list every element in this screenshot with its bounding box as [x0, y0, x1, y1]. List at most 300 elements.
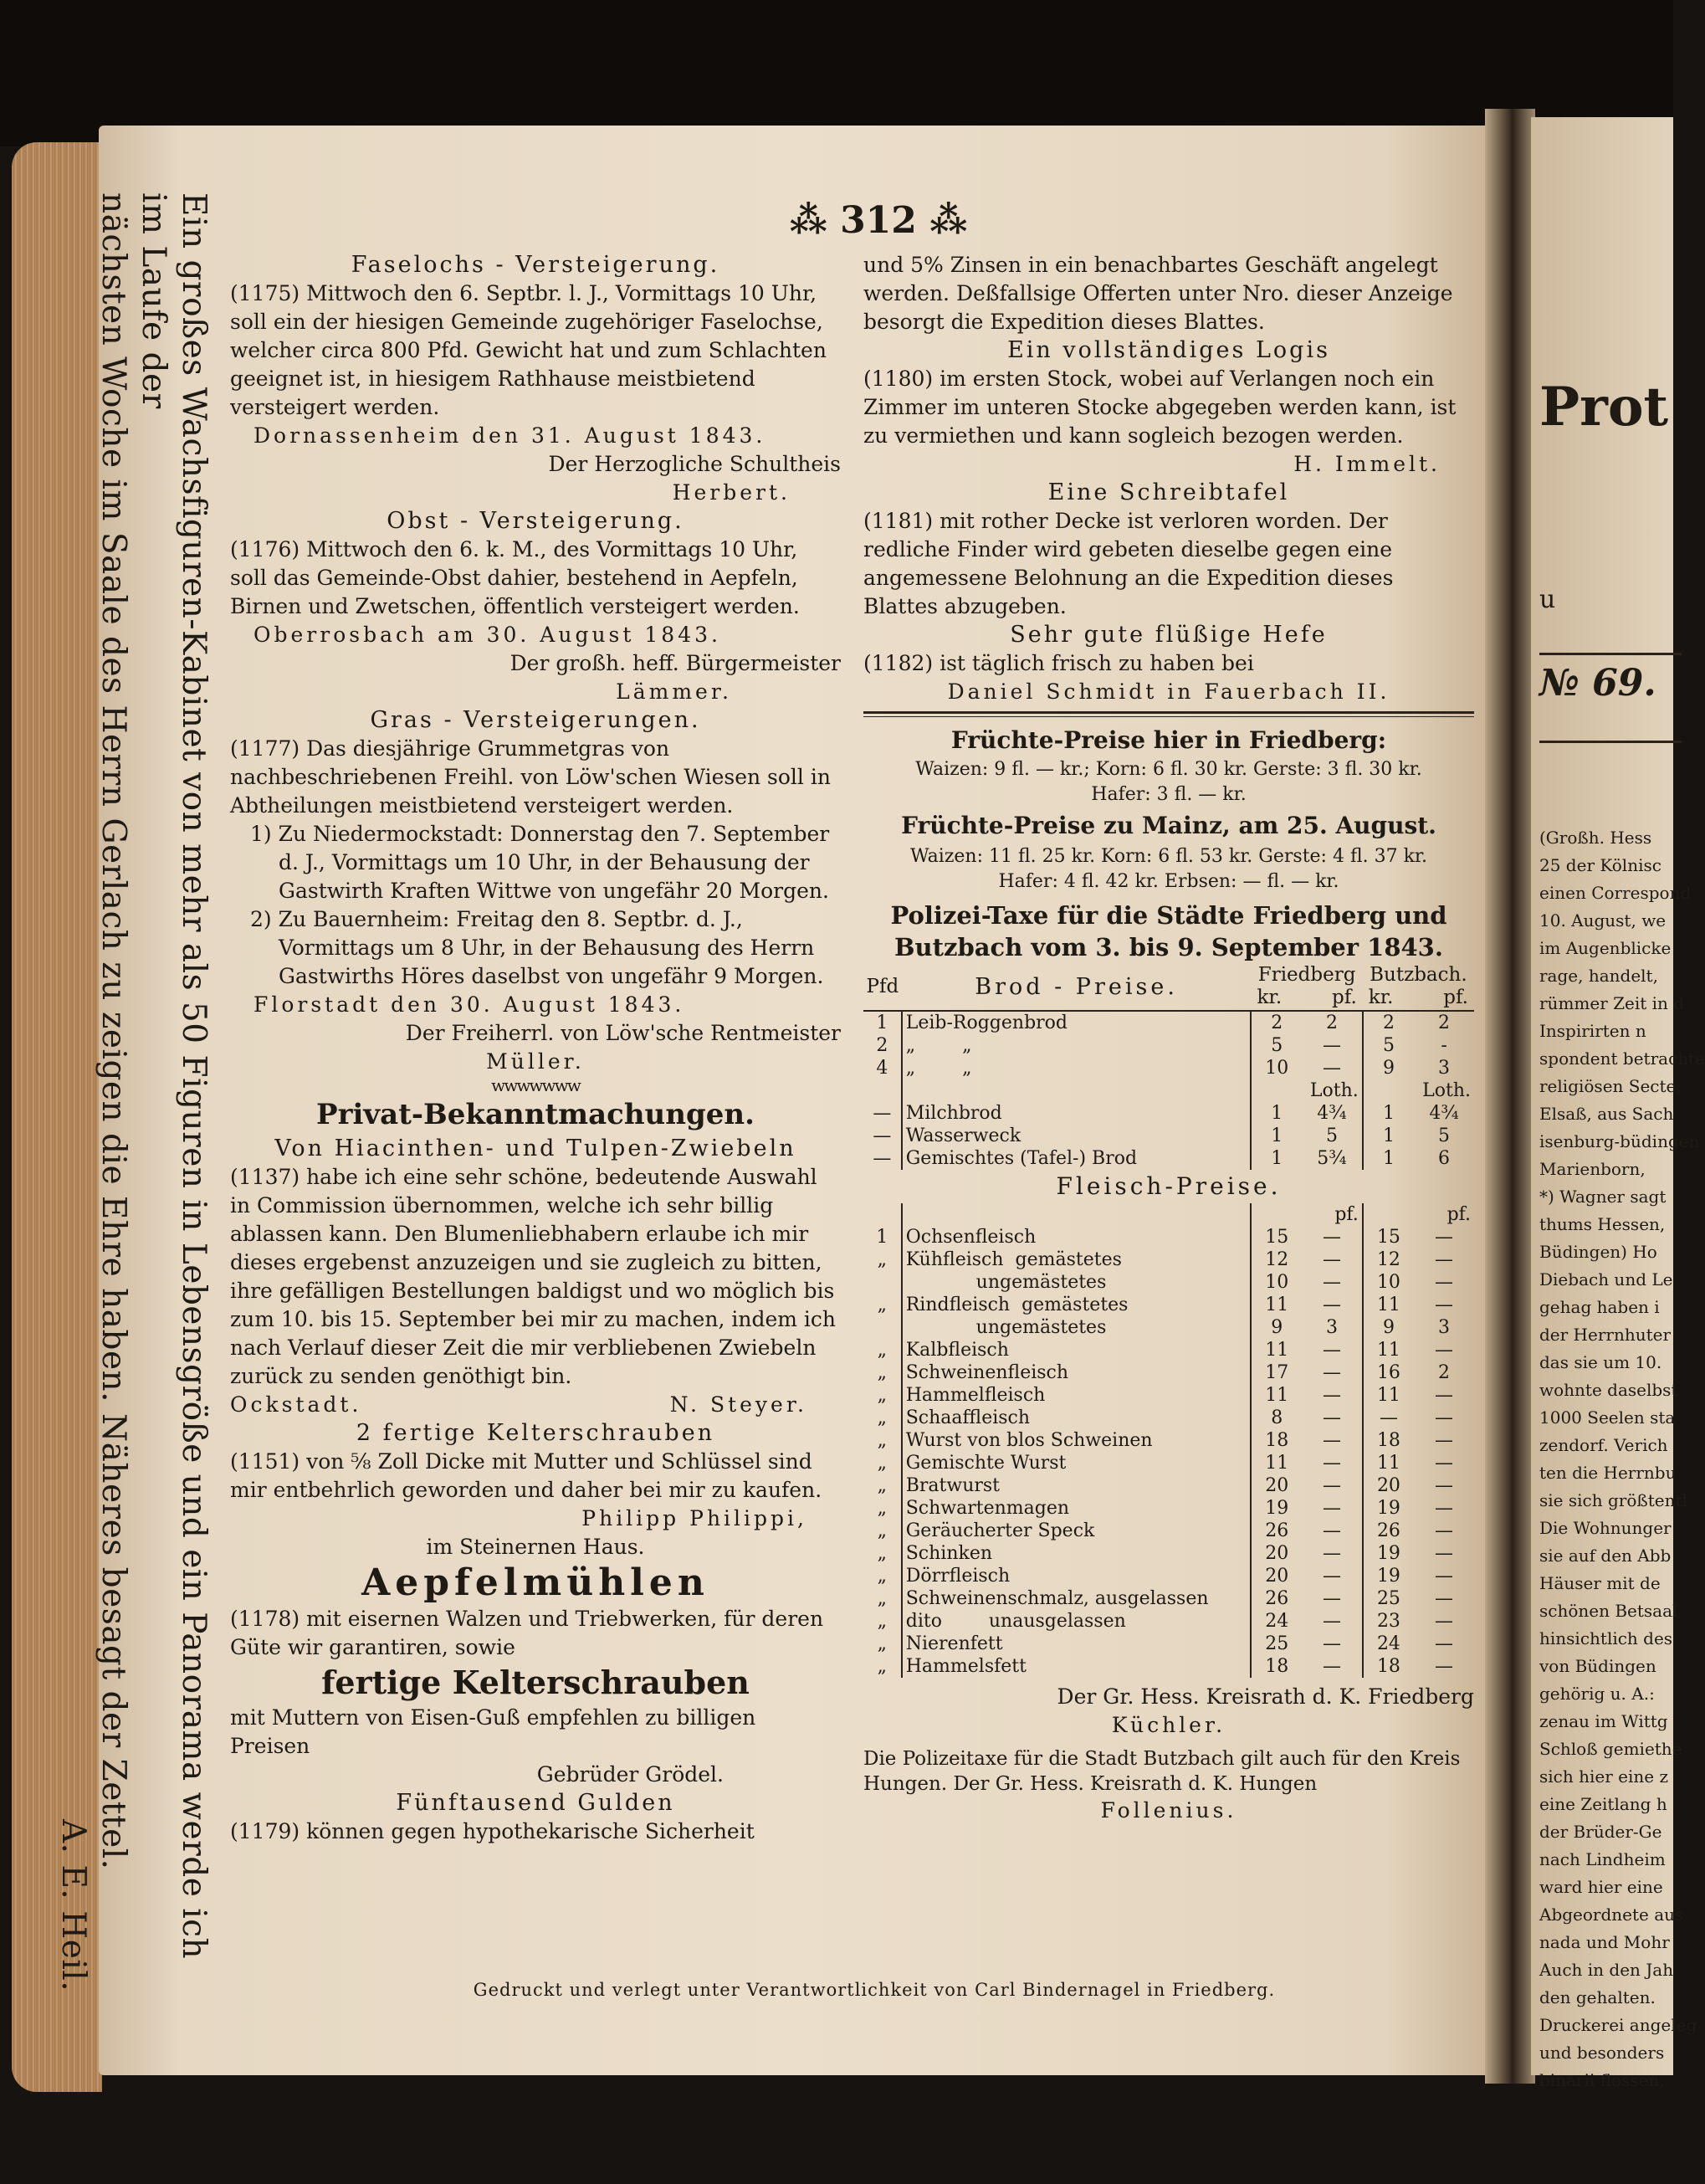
cell-butzbach-kr: 12: [1363, 1248, 1414, 1271]
cell-butzbach-kr: 26: [1363, 1520, 1414, 1542]
note-text: Die Polizeitaxe für die Stadt Butzbach gilt auch für den Kreis Hungen. Der Gr. Hess. Kreisrath d. K. Hungen: [863, 1748, 1461, 1795]
right-page-line: Die Wohnunger: [1539, 1518, 1672, 1538]
cell-friedberg-kr: 5: [1251, 1034, 1302, 1057]
cell-friedberg-kr: 11: [1251, 1384, 1302, 1407]
table-row: [863, 1057, 1474, 1079]
cell-pfd: „: [877, 1385, 888, 1406]
table-row: [863, 1316, 1474, 1339]
cell-friedberg-kr: 11: [1251, 1294, 1302, 1316]
table-row: [863, 1226, 1474, 1248]
ad-body: (1181) mit rother Decke ist verloren worden. Der redliche Finder wird gebeten dieselbe gegen eine angemessene Belohnung an die Expedition dieses Blattes abzugeben.: [863, 509, 1394, 618]
cell-friedberg-kr: 10: [1251, 1271, 1302, 1294]
ad-title-large: Aepfelmühlen: [361, 1561, 709, 1604]
cell-butzbach-pf: —: [1435, 1407, 1454, 1428]
cell-item-name: ungemästetes: [902, 1271, 1252, 1294]
ad-body: (1182) ist täglich frisch zu haben bei: [863, 651, 1254, 675]
right-page-line: eine Zeitlang h: [1539, 1794, 1667, 1814]
table-row: [863, 1271, 1474, 1294]
right-page-rule: [1539, 653, 1682, 655]
right-page-line: Häuser mit de: [1539, 1573, 1661, 1593]
right-page-line: ward hier eine: [1539, 1877, 1663, 1897]
right-page-line: sich hier eine z: [1539, 1766, 1668, 1787]
cell-butzbach-kr: 10: [1363, 1271, 1414, 1294]
col-header-friedberg-label: Friedberg: [1257, 964, 1356, 986]
cell-butzbach-pf: -: [1441, 1035, 1447, 1056]
cell-pfd: „: [877, 1566, 888, 1587]
cell-butzbach-kr: 1: [1363, 1125, 1414, 1147]
cell-butzbach-pf: 2: [1438, 1013, 1451, 1033]
ad-signer-name: Lämmer.: [616, 679, 732, 704]
cell-butzbach-pf: —: [1435, 1566, 1454, 1587]
cell-friedberg-pf: —: [1322, 1520, 1341, 1541]
cell-butzbach-kr: 9: [1363, 1057, 1414, 1079]
cell-item-name: „ „: [902, 1034, 1252, 1057]
cell-butzbach-pf: —: [1435, 1430, 1454, 1451]
cell-butzbach-kr: 5: [1363, 1034, 1414, 1057]
right-page-line: Auch in den Jah: [1539, 1960, 1674, 1980]
cell-friedberg-pf: —: [1322, 1340, 1341, 1361]
right-page-line: hinsichtlich des: [1539, 1628, 1673, 1648]
ad-title: Ein vollständiges Logis: [1007, 337, 1330, 363]
right-page-line: Büdingen) Ho: [1539, 1242, 1657, 1262]
cell-butzbach-pf: —: [1435, 1611, 1454, 1632]
ad-signer-name: N. Steyer.: [669, 1392, 807, 1417]
right-page-line: *) Wagner sagt: [1539, 1187, 1667, 1207]
right-page-line: zenau im Wittg: [1539, 1711, 1668, 1731]
cell-butzbach-pf: —: [1435, 1453, 1454, 1474]
ornament-icon: ⁂: [789, 199, 827, 242]
cell-pfd: „: [877, 1588, 888, 1609]
cell-butzbach-pf: —: [1435, 1656, 1454, 1677]
right-page-line: gehörig u. A.:: [1539, 1684, 1655, 1704]
right-page-line: 1000 Seelen sta: [1539, 1407, 1676, 1428]
meat-heading: Fleisch-Preise.: [1056, 1172, 1282, 1200]
cell-friedberg-pf: —: [1322, 1035, 1341, 1056]
col-header-butzbach-label: Butzbach.: [1370, 964, 1467, 986]
right-page-line: gehag haben i: [1539, 1297, 1660, 1317]
right-page-line: Marienborn,: [1539, 1159, 1646, 1179]
cell-pfd: 4: [876, 1058, 888, 1079]
ad-place-date: Florstadt den 30. August 1843.: [253, 992, 685, 1017]
cell-friedberg-pf: —: [1322, 1385, 1341, 1406]
cell-pfd: „: [877, 1656, 888, 1677]
cell-pfd: [863, 1316, 902, 1339]
right-page-line: Inspirirten n: [1539, 1021, 1646, 1041]
cell-butzbach-kr: 9: [1363, 1316, 1414, 1339]
cell-friedberg-pf: —: [1322, 1566, 1341, 1587]
unit-pf: pf.: [1443, 987, 1468, 1008]
kreisrath-signer: Der Gr. Hess. Kreisrath d. K. Friedberg: [1057, 1684, 1474, 1709]
cell-butzbach-kr: 19: [1363, 1497, 1414, 1520]
table-row: [863, 1452, 1474, 1474]
ornament-icon: ⁂: [929, 199, 968, 242]
col-header-friedberg: [1251, 963, 1362, 1011]
note-signer-name: Follenius.: [1100, 1798, 1237, 1823]
cell-friedberg-pf: 4¾: [1317, 1103, 1347, 1124]
cell-butzbach-pf: —: [1435, 1498, 1454, 1519]
table-row: [863, 1248, 1474, 1271]
cell-item-name: Schaaffleisch: [902, 1407, 1252, 1429]
table-row: [863, 1474, 1474, 1497]
cell-butzbach-pf: —: [1435, 1520, 1454, 1541]
ad-body: mit Muttern von Eisen-Guß empfehlen zu billigen Preisen: [230, 1705, 756, 1758]
cell-butzbach-kr: 15: [1363, 1226, 1414, 1248]
right-page-line: der Herrnhuter: [1539, 1325, 1672, 1345]
table-row: [863, 1147, 1474, 1170]
cell-butzbach-kr: 11: [1363, 1294, 1414, 1316]
cell-friedberg-kr: 18: [1251, 1429, 1302, 1452]
cell-pfd: „: [877, 1340, 888, 1361]
cell-butzbach-kr: 11: [1363, 1384, 1414, 1407]
table-row: [863, 1034, 1474, 1057]
cell-item-name: Gemischte Wurst: [902, 1452, 1252, 1474]
cell-pfd: „: [877, 1611, 888, 1632]
vertical-ad-line: Ein großes Wachsfiguren-Kabinet von mehr als 50 Figuren in Lebensgröße und ein Panorama werde ich im Laufe der: [135, 192, 212, 1960]
right-page-line: sie auf den Abb: [1539, 1546, 1672, 1566]
cell-friedberg-pf: —: [1322, 1543, 1341, 1564]
cell-item-name: Schinken: [902, 1542, 1252, 1565]
cell-item-name: Bratwurst: [902, 1474, 1252, 1497]
cell-friedberg-kr: 8: [1251, 1407, 1302, 1429]
cell-friedberg-pf: —: [1322, 1453, 1341, 1474]
cell-friedberg-kr: 24: [1251, 1610, 1302, 1633]
right-page-line: isenburg-büdingen: [1539, 1131, 1700, 1151]
cell-pfd: „: [877, 1430, 888, 1451]
book-gutter: [1485, 109, 1535, 2084]
ad-title: Eine Schreibtafel: [1047, 479, 1290, 505]
cell-friedberg-kr: 20: [1251, 1474, 1302, 1497]
ad-signer-address: im Steinernen Haus.: [426, 1535, 645, 1559]
cell-butzbach-kr: 2: [1363, 1011, 1414, 1034]
unit-pf: pf.: [1363, 1203, 1474, 1226]
cell-pfd: „: [877, 1407, 888, 1428]
table-row: [863, 1655, 1474, 1678]
price-heading: Früchte-Preise zu Mainz, am 25. August.: [901, 812, 1436, 839]
cell-friedberg-kr: 26: [1251, 1587, 1302, 1610]
ad-signature-row: [230, 1391, 841, 1419]
right-page-line: (Großh. Hess: [1539, 828, 1652, 848]
ad-body: (1178) mit eisernen Walzen und Triebwerken, für deren Güte wir garantiren, sowie: [230, 1607, 824, 1659]
unit-kr: kr.: [1368, 987, 1394, 1008]
bread-rows: [863, 1011, 1474, 1079]
unit-loth: Loth.: [1363, 1079, 1474, 1102]
cell-butzbach-kr: 25: [1363, 1587, 1414, 1610]
right-page-line: sie sich größtentl: [1539, 1490, 1687, 1510]
section-divider: wwwwwww: [491, 1075, 580, 1095]
cell-friedberg-pf: —: [1322, 1588, 1341, 1609]
right-page-line: zendorf. Verich: [1539, 1435, 1668, 1455]
cell-butzbach-pf: 5: [1438, 1125, 1451, 1146]
cell-pfd: 2: [876, 1035, 888, 1056]
ad-title: Faselochs - Versteigerung.: [351, 252, 720, 278]
cell-friedberg-kr: 2: [1251, 1011, 1302, 1034]
table-row: [863, 1497, 1474, 1520]
imprint-footer: Gedruckt und verlegt unter Verantwortlichkeit von Carl Bindernagel in Friedberg.: [473, 1980, 1276, 2000]
cell-butzbach-pf: 2: [1438, 1362, 1451, 1383]
col-header-units: [1252, 987, 1361, 1009]
kreisrath-name: Küchler.: [1111, 1713, 1226, 1737]
cell-butzbach-pf: —: [1435, 1475, 1454, 1496]
cell-friedberg-kr: 10: [1251, 1057, 1302, 1079]
meat-rows: [863, 1226, 1474, 1678]
cell-friedberg-kr: 15: [1251, 1226, 1302, 1248]
cell-item-name: „ „: [902, 1057, 1252, 1079]
cell-butzbach-kr: 19: [1363, 1565, 1414, 1587]
cell-friedberg-kr: 11: [1251, 1452, 1302, 1474]
cell-butzbach-kr: 19: [1363, 1542, 1414, 1565]
col-header-units: [1364, 987, 1473, 1009]
cell-friedberg-pf: —: [1322, 1227, 1341, 1248]
right-page-line: religiösen Secte,: [1539, 1076, 1682, 1096]
cell-butzbach-kr: 16: [1363, 1361, 1414, 1384]
cell-friedberg-kr: 19: [1251, 1497, 1302, 1520]
page-number-header: [711, 199, 1046, 242]
table-section-row: [863, 1170, 1474, 1203]
cell-friedberg-kr: 18: [1251, 1655, 1302, 1678]
right-page-line: wohnte daselbst: [1539, 1380, 1678, 1400]
right-page-line: nada und Mohr: [1539, 1932, 1670, 1952]
right-page-line: Schloß gemiethe: [1539, 1739, 1682, 1759]
right-page-line: im Augenblicke: [1539, 938, 1672, 958]
ad-body: (1179) können gegen hypothekarische Sicherheit: [230, 1819, 755, 1843]
vertical-advertisement: [54, 192, 213, 1992]
cell-friedberg-pf: —: [1322, 1656, 1341, 1677]
ad-body: (1175) Mittwoch den 6. Septbr. l. J., Vormittags 10 Uhr, soll ein der hiesigen Gemeinde zugehöriger Faselochse, welcher circa 800 Pfd. Gewicht hat und zum Schlachten geeignet ist, in hiesigem Rathhause meistbietend versteigert werden.: [230, 281, 827, 419]
right-page-line: schönen Betsaal: [1539, 1601, 1678, 1621]
table-row: [863, 1610, 1474, 1633]
meat-heading-block: [863, 1170, 1474, 1226]
cell-friedberg-kr: 26: [1251, 1520, 1302, 1542]
cell-pfd: „: [877, 1453, 888, 1474]
ad-body: (1180) im ersten Stock, wobei auf Verlangen noch ein Zimmer im unteren Stocke abgegeben werden kann, ist zu vermiethen und kann sogleich bezogen werden.: [863, 367, 1457, 448]
cell-friedberg-pf: —: [1322, 1475, 1341, 1496]
ad-signer: Der Herzogliche Schultheis: [548, 452, 841, 476]
price-line: Waizen: 9 fl. — kr.; Korn: 6 fl. 30 kr. Gerste: 3 fl. 30 kr.: [915, 759, 1422, 780]
cell-friedberg-kr: 1: [1251, 1102, 1302, 1125]
cell-pfd: „: [877, 1543, 888, 1564]
right-page-title: Prot: [1539, 376, 1669, 438]
cell-item-name: Milchbrod: [902, 1102, 1252, 1125]
cell-item-name: Gemischtes (Tafel-) Brod: [902, 1147, 1252, 1170]
right-page-issue-number: № 69.: [1539, 662, 1656, 705]
cell-friedberg-pf: —: [1322, 1249, 1341, 1270]
right-page-line: Elsaß, aus Sach: [1539, 1104, 1674, 1124]
table-row: [863, 1294, 1474, 1316]
ad-title: Gras - Versteigerungen.: [370, 707, 701, 733]
cell-friedberg-kr: 9: [1251, 1316, 1302, 1339]
cell-item-name: Ochsenfleisch: [902, 1226, 1252, 1248]
cell-butzbach-pf: —: [1435, 1588, 1454, 1609]
cell-butzbach-pf: —: [1435, 1385, 1454, 1406]
table-row: [863, 1565, 1474, 1587]
dark-background: [0, 0, 1673, 146]
right-page-line: thums Hessen,: [1539, 1214, 1666, 1234]
cell-item-name: Kalbfleisch: [902, 1339, 1252, 1361]
cell-friedberg-kr: 1: [1251, 1125, 1302, 1147]
right-page-line: den gehalten.: [1539, 1987, 1656, 2007]
table-subheader-row: [863, 1203, 1474, 1226]
cell-item-name: ungemästetes: [902, 1316, 1252, 1339]
ad-signer: Der großh. heff. Bürgermeister: [509, 651, 841, 675]
right-page-line: nach Lindheim: [1539, 1849, 1666, 1869]
cell-pfd: „: [877, 1498, 888, 1519]
cell-friedberg-pf: —: [1322, 1498, 1341, 1519]
cell-item-name: dito unausgelassen: [902, 1610, 1252, 1633]
cell-friedberg-pf: —: [1322, 1058, 1341, 1079]
cell-pfd: „: [877, 1475, 888, 1496]
right-page-line: das sie um 10.: [1539, 1352, 1662, 1372]
table-row: [863, 1102, 1474, 1125]
ad-list-item: 2) Zu Bauernheim: Freitag den 8. Septbr. d. J., Vormittags um 8 Uhr, in der Behausung des Herrn Gastwirths Höres daselbst von ungefähr 9 Morgen.: [250, 907, 824, 988]
right-page-line: 10. August, we: [1539, 910, 1667, 931]
cell-friedberg-kr: 17: [1251, 1361, 1302, 1384]
cell-friedberg-pf: —: [1322, 1633, 1341, 1654]
ad-title: Fünftausend Gulden: [396, 1790, 675, 1816]
right-page-line: einen Correspond: [1539, 883, 1692, 903]
cell-friedberg-kr: 20: [1251, 1565, 1302, 1587]
ad-signer-name: Gebrüder Grödel.: [536, 1762, 724, 1787]
price-table: [863, 963, 1474, 1678]
cell-pfd: —: [873, 1148, 892, 1169]
loth-subheader: [863, 1079, 1474, 1102]
cell-item-name: Geräucherter Speck: [902, 1520, 1252, 1542]
ad-body: (1176) Mittwoch den 6. k. M., des Vormittags 10 Uhr, soll das Gemeinde-Obst dahier, bestehend in Aepfeln, Birnen und Zwetschen, öffentlich versteigert werden.: [230, 537, 800, 618]
cell-item-name: Kühfleisch gemästetes: [902, 1248, 1252, 1271]
cell-friedberg-pf: 5¾: [1317, 1148, 1347, 1169]
cell-pfd: 1: [876, 1013, 888, 1033]
cell-pfd: „: [877, 1633, 888, 1654]
cell-item-name: Wasserweck: [902, 1125, 1252, 1147]
cell-butzbach-pf: 3: [1438, 1317, 1451, 1338]
right-page-line: spondent betrachte: [1539, 1048, 1705, 1069]
price-line: Waizen: 11 fl. 25 kr. Korn: 6 fl. 53 kr. Gerste: 4 fl. 37 kr.: [909, 846, 1428, 867]
cell-item-name: Schweinenfleisch: [902, 1361, 1252, 1384]
table-header-row: [863, 963, 1474, 1011]
cell-butzbach-kr: 18: [1363, 1429, 1414, 1452]
right-page-line: 25 der Kölnisc: [1539, 855, 1661, 875]
cell-butzbach-kr: 18: [1363, 1655, 1414, 1678]
cell-butzbach-kr: 1: [1363, 1147, 1414, 1170]
cell-pfd: „: [877, 1520, 888, 1541]
ad-title-large: fertige Kelterschrauben: [321, 1664, 750, 1701]
cell-pfd: „: [877, 1362, 888, 1383]
ad-signer-name: Philipp Philippi,: [581, 1506, 807, 1530]
cell-butzbach-pf: 3: [1438, 1058, 1451, 1079]
table-row: [863, 1361, 1474, 1384]
unit-pf: pf.: [1251, 1203, 1362, 1226]
cell-butzbach-kr: 11: [1363, 1339, 1414, 1361]
cell-item-name: Wurst von blos Schweinen: [902, 1429, 1252, 1452]
table-row: [863, 1384, 1474, 1407]
ad-signer-name: Daniel Schmidt in Fauerbach II.: [947, 679, 1390, 704]
cell-butzbach-kr: 1: [1363, 1102, 1414, 1125]
ad-body: (1151) von ⅝ Zoll Dicke mit Mutter und Schlüssel sind mir entbehrlich geworden und daher bei mir zu kaufen.: [230, 1449, 822, 1502]
ad-signer: Der Freiherrl. von Löw'sche Rentmeister: [405, 1021, 841, 1045]
cell-butzbach-pf: 6: [1438, 1148, 1451, 1169]
table-row: [863, 1339, 1474, 1361]
unit-kr: kr.: [1257, 987, 1283, 1008]
right-page-rule: [1539, 741, 1682, 743]
vertical-ad-line: nächsten Woche im Saale des Herrn Gerlach zu zeigen die Ehre haben. Näheres besagt der Zettel.: [95, 192, 132, 1870]
cell-butzbach-pf: 4¾: [1429, 1103, 1459, 1124]
right-page-line: Druckerei angeleg: [1539, 2015, 1697, 2035]
cell-friedberg-pf: —: [1322, 1407, 1341, 1428]
cell-friedberg-pf: —: [1322, 1611, 1341, 1632]
cell-butzbach-pf: —: [1435, 1295, 1454, 1315]
cell-pfd: „: [877, 1249, 888, 1270]
right-page-line: rümmer Zeit in d: [1539, 993, 1685, 1013]
cell-item-name: Nierenfett: [902, 1633, 1252, 1655]
unit-pf: pf.: [1332, 987, 1357, 1008]
ad-title: 2 fertige Kelterschrauben: [356, 1420, 715, 1446]
loth-rows: [863, 1102, 1474, 1170]
right-page-line: von Büdingen: [1539, 1656, 1656, 1676]
ad-body: und 5% Zinsen in ein benachbartes Geschäft angelegt werden. Deßfallsige Offerten unter Nro. dieser Anzeige besorgt die Expedition dieses Blattes.: [863, 253, 1453, 334]
cell-item-name: Schwartenmagen: [902, 1497, 1252, 1520]
table-subheader-row: [863, 1079, 1474, 1102]
cell-friedberg-pf: —: [1322, 1272, 1341, 1293]
right-page-line: Abgeordnete aus: [1539, 1905, 1684, 1925]
table-row: [863, 1520, 1474, 1542]
cell-friedberg-kr: 20: [1251, 1542, 1302, 1565]
cell-butzbach-kr: 11: [1363, 1452, 1414, 1474]
col-header-bread: Brod - Preise.: [902, 963, 1252, 1011]
right-page-fragment: u: [1539, 585, 1556, 614]
cell-pfd: —: [873, 1103, 892, 1124]
ad-title: Sehr gute flüßige Hefe: [1010, 622, 1328, 648]
right-page-line: rage, handelt,: [1539, 966, 1658, 986]
ad-place-date: Oberrosbach am 30. August 1843.: [253, 623, 721, 647]
page-number: 312: [840, 199, 917, 242]
cell-butzbach-pf: —: [1435, 1227, 1454, 1248]
ad-signer-name: Herbert.: [672, 480, 791, 505]
table-row: [863, 1011, 1474, 1034]
price-line: Hafer: 4 fl. 42 kr. Erbsen: — fl. — kr.: [998, 871, 1339, 892]
ad-title: Obst - Versteigerung.: [387, 508, 684, 534]
double-rule: [863, 711, 1474, 717]
right-page-line: der Brüder-Ge: [1539, 1822, 1662, 1842]
cell-friedberg-pf: —: [1322, 1362, 1341, 1383]
ad-place-date: Dornassenheim den 31. August 1843.: [253, 423, 766, 448]
col-header-butzbach: [1363, 963, 1474, 1011]
table-row: [863, 1633, 1474, 1655]
cell-item-name: Schweinenschmalz, ausgelassen: [902, 1587, 1252, 1610]
cell-butzbach-pf: —: [1435, 1249, 1454, 1270]
table-row: [863, 1587, 1474, 1610]
cell-butzbach-kr: —: [1363, 1407, 1414, 1429]
cell-item-name: Dörrfleisch: [902, 1565, 1252, 1587]
cell-pfd: [863, 1271, 902, 1294]
left-column: [230, 251, 841, 1846]
cell-butzbach-pf: —: [1435, 1340, 1454, 1361]
cell-item-name: Rindfleisch gemästetes: [902, 1294, 1252, 1316]
cell-friedberg-pf: 2: [1325, 1013, 1338, 1033]
cell-pfd: —: [873, 1125, 892, 1146]
right-column: [863, 251, 1474, 1825]
cell-butzbach-kr: 24: [1363, 1633, 1414, 1655]
ad-list-item: 1) Zu Niedermockstadt: Donnerstag den 7. September d. J., Vormittags um 10 Uhr, in der Behausung der Gastwirth Kraften Wittwe von ungefähr 20 Morgen.: [250, 822, 830, 903]
vertical-ad-signature: A. E. Heil.: [54, 1818, 92, 1992]
cell-item-name: Hammelfleisch: [902, 1384, 1252, 1407]
cell-friedberg-pf: 3: [1325, 1317, 1338, 1338]
table-row: [863, 1407, 1474, 1429]
right-page-line: binarii flossen,: [1539, 2070, 1665, 2090]
cell-item-name: Hammelsfett: [902, 1655, 1252, 1678]
price-line: Hafer: 3 fl. — kr.: [1091, 784, 1247, 805]
ad-body: (1137) habe ich eine sehr schöne, bedeutende Auswahl in Commission übernommen, welche ich sehr billig ablassen kann. Den Blumenliebhabern erlaube ich mir dieses ergebenst anzuzeigen und sie zugleich zu bitten, ihre gefälligen Bestellungen baldigst und wo möglich bis zum 10. bis 15. September bei mir zu machen, indem ich nach Verlauf dieser Zeit die mir verbliebenen Zwiebeln zurück zu senden genöthigt bin.: [230, 1165, 836, 1388]
ad-place-date: Ockstadt.: [230, 1392, 362, 1417]
section-heading: Privat-Bekanntmachungen.: [316, 1098, 755, 1131]
